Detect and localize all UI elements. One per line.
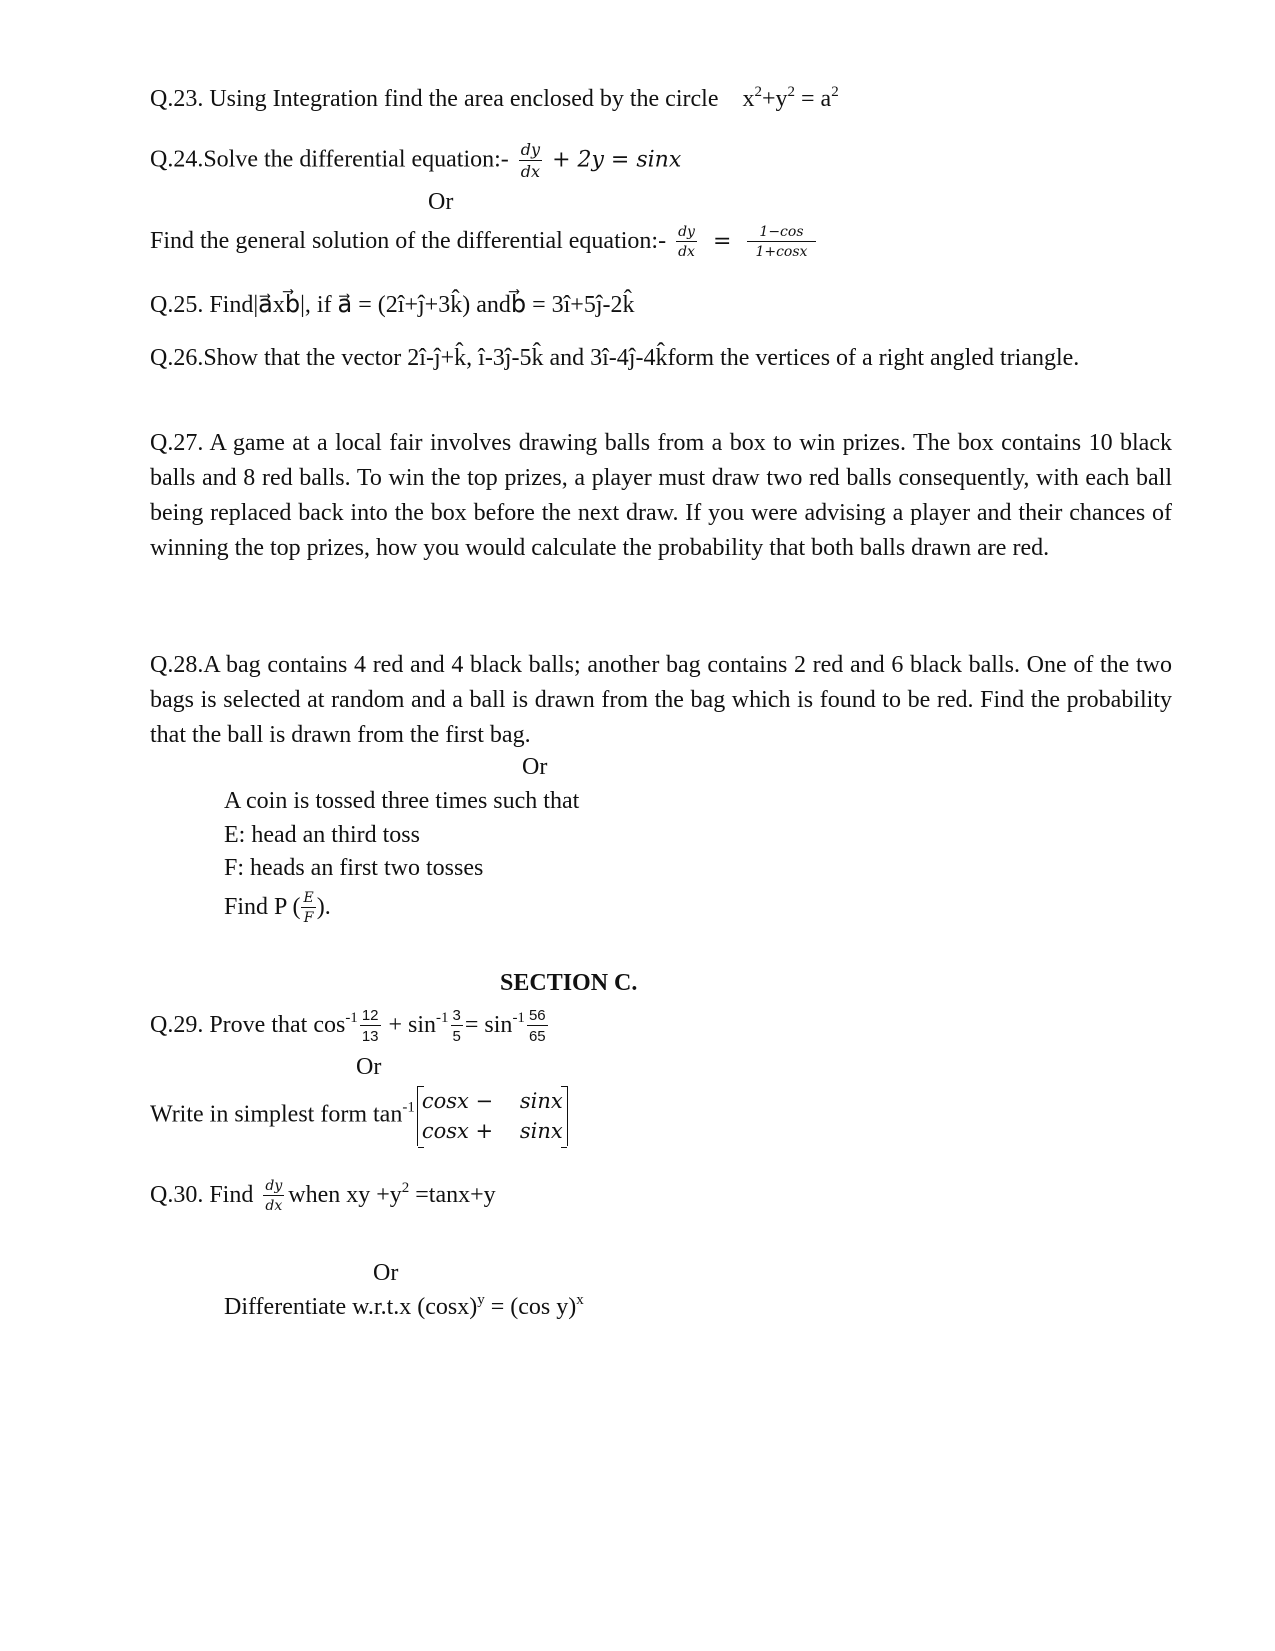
question-29: Q.29. Prove that $\cos^{-1}$ $\frac{12}{13}$ + $\sin^{-1}$ $\frac{3}{5}$ = $\sin^{-1}$ $\frac{56}{65}$ [150,1007,546,1046]
alt-rhs-fraction: $\frac{1-\cos}{1+\cos x}$ [747,225,815,259]
question-23 [150,82,1172,117]
alt-dy-dx-fraction: $\frac{dy}{dx}$ [678,224,695,261]
question-30-alternative: Differentiate w.r.t.x $(\cos x)^y = (\cos$ y)$^x$ [224,1292,584,1320]
question-28: Q.28.A bag contains 4 red and 4 black balls; another bag contains 2 red and 6 black balls. One of the two bags is selected at random and a ball is drawn from the bag which is found to be red. Find the probability that the ball is drawn from the first bag. [150,652,1172,748]
fraction-12-13: $\frac{12}{13}$ [361,1007,379,1046]
question-24-or: Or [428,189,454,215]
bracket-expression: cosx − sinx cosx + sinx [417,1086,568,1146]
section-heading: SECTION C. [500,970,638,996]
question-26: Q.26.Show that the vector 2î-ĵ+k̂, î-3ĵ-5k̂ and 3î-4ĵ-4k̂form the vertices of a right angled triangle. [150,345,1080,371]
dy-dx-fraction: $\frac{dy}{dx}$ [520,140,541,181]
question-24 [150,142,1172,180]
question-28-alt-line1: A coin is tossed three times such that [224,788,580,814]
question-28-alt-line2: E: head an third toss [224,822,420,848]
question-24-alternative [150,224,1172,259]
equals-sign: = [712,229,732,254]
question-23-text: Q.23. Using Integration find the area enclosed by the circle [150,86,719,112]
question-28-alt-find: Find P ( $\frac{E}{F}$ ). [224,890,331,927]
question-24-text: Q.24.Solve the differential equation:- [150,146,509,173]
question-27: Q.27. A game at a local fair involves drawing balls from a box to win prizes. The box contains 10 black balls and 8 red balls. To win the top prizes, a player must draw two red balls consequently, with each ball being replaced back into the box before the next draw. If you were advising a player and their chances of winning the top prizes, how you would calculate the probability that both balls drawn are red. [150,430,1172,561]
question-30: Q.30. Find $\frac{dy}{dx}$ when xy $+y^2 =\tan x+y$ [150,1178,496,1215]
question-24-equation-rest: + 2y = sinx [552,147,682,173]
question-29-alternative: Write in simplest form $\tan^{-1}$ cosx − sinx cosx + sinx [150,1086,1172,1146]
fraction-56-65: $\frac{56}{65}$ [528,1007,546,1046]
question-24-alt-text: Find the general solution of the differential equation:- [150,228,667,254]
question-30-or: Or [373,1260,399,1286]
circle-equation: $x^2+y^2 = a^2$ [742,84,839,112]
question-29-or: Or [356,1054,382,1080]
question-28-or: Or [522,754,548,780]
question-28-alt-line3: F: heads an first two tosses [224,855,484,881]
e-over-f-fraction: $\frac{E}{F}$ [303,890,314,927]
fraction-3-5: $\frac{3}{5}$ [452,1007,461,1046]
question-25: Q.25. Find|a⃗xb⃗|, if a⃗ = (2î+ĵ+3k̂) andb⃗ = 3î+5ĵ-2k̂ [150,292,635,318]
dy-dx-fraction-q30: $\frac{dy}{dx}$ [265,1178,283,1215]
